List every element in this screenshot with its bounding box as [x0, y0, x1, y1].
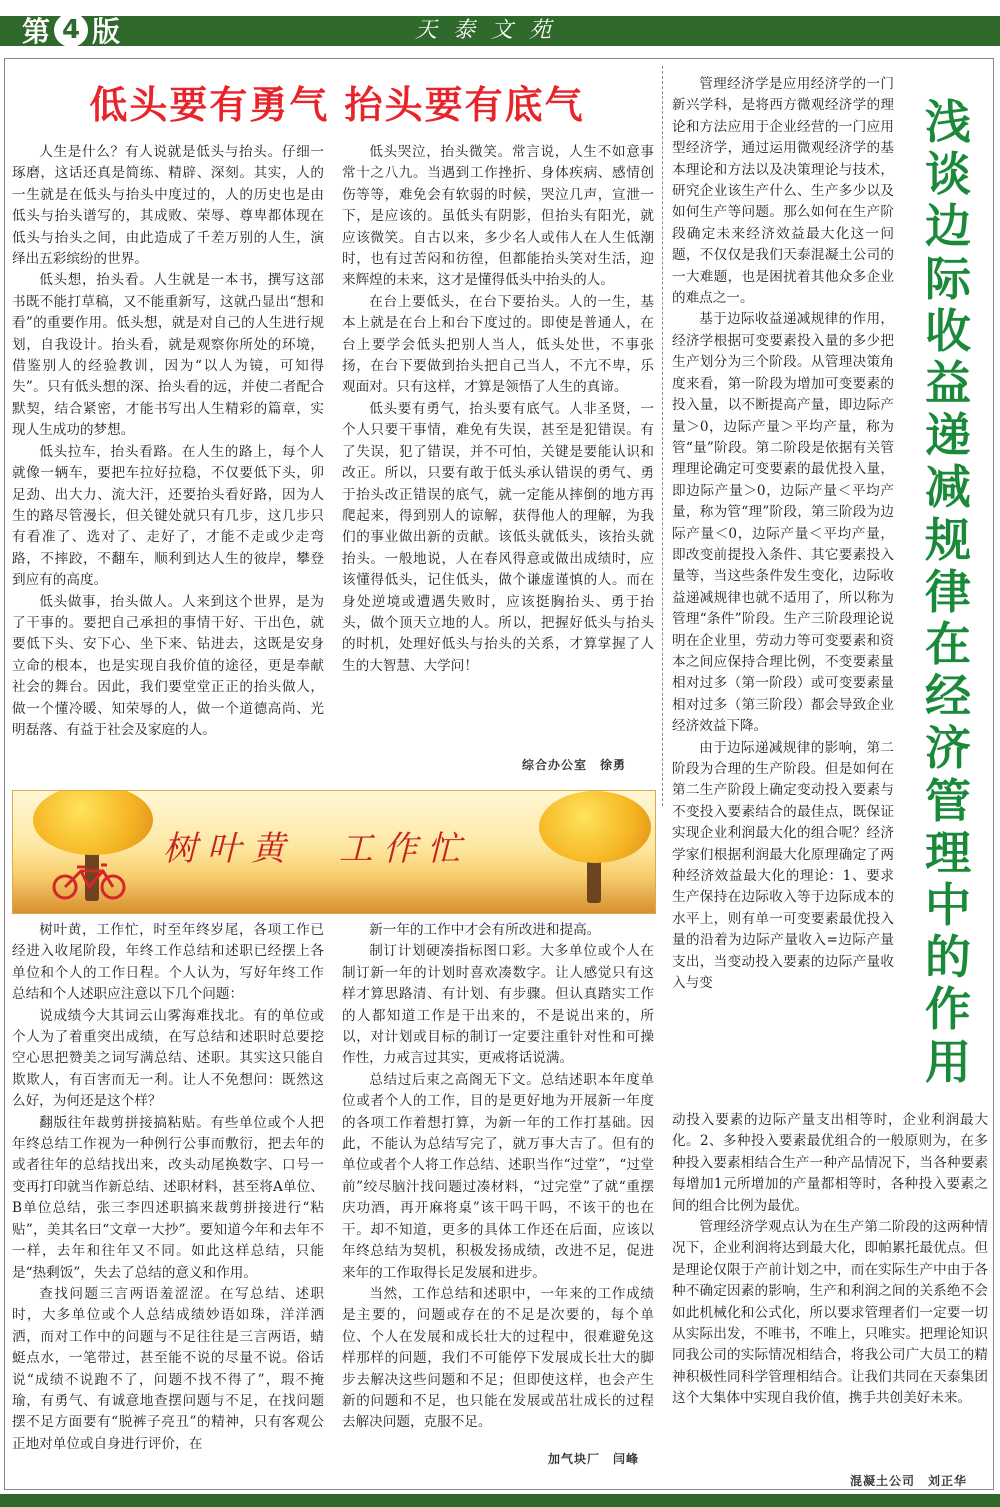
page-number-badge: 4: [54, 13, 88, 47]
paragraph: 总结过后束之高阁无下文。总结述职本年度单位或者个人的工作，目的是更好地为开展新一年度的各项工作着想打算，为新一年的工作打基础。因此，不能认为总结写完了，就万事大吉了。但有的单位或者个人将工作总结、述职当作“过堂”，“过堂前”绞尽脑汁找问题过凑材料，“过完堂”了就“重摆庆功酒，再开麻将桌”该干吗干吗，不该干的也在干。却不知道，更多的具体工作还在后面，应该以年终总结为契机，积极发扬成绩，改进不足，促进来年的工作取得长足发展和进步。: [342, 1071, 654, 1281]
page-suffix: 版: [92, 15, 121, 48]
article3-narrow-column: [672, 74, 894, 994]
article2-banner: [12, 790, 656, 914]
paragraph: 低头哭泣，抬头微笑。常言说，人生不如意事常十之八九。当遇到工作挫折、身体疾病、感情创伤等等，难免会有软弱的时候，哭泣几声，宣泄一下，是应该的。虽低头有阴影，但抬头有阳光，就应该微笑。自古以来，多少名人或伟人在人生低潮时，也有过苦闷和彷徨，但都能抬头笑对生活，迎来辉煌的未来，这才是懂得低头中抬头的人。: [342, 144, 654, 289]
paragraph: 制订计划硬凑指标图口彩。大多单位或个人在制订新一年的计划时喜欢凑数字。让人感觉只有这样才算思路清、有计划、有步骤。但认真踏实工作的人都知道工作是干出来的，不是说出来的，所以，对计划或目标的制订一定要注重针对性和可操作性，力戒言过其实，更戒将话说满。: [342, 943, 654, 1067]
article1-column-2: [342, 142, 654, 677]
footer-band: [0, 1494, 1000, 1507]
article2-column-1: [12, 920, 324, 1455]
masthead: [0, 0, 1000, 56]
paragraph: 由于边际递减规律的影响，第二阶段为合理的生产阶段。但是如何在第二生产阶段上确定变动投入要素与不变投入要素结合的最佳点，既保证实现企业利润最大化的组合呢？经济学家们根据利润最大化原理确定了两种经济效益最大化的理论：1、要求生产保持在边际收入等于边际成本的水平上，则有单一可变要素最优投入量的沿着为边际产量收入=边际产量支出，当变动投入要素的边际产量收入与变: [672, 739, 894, 992]
bicycle-icon: [51, 861, 127, 901]
paragraph: 说成绩今大其词云山雾海难找北。有的单位或个人为了着重突出成绩，在写总结和述职时总要挖空心思把赞美之词写满总结、述职。其实这只能自欺欺人，有百害而无一利。让人不免想问：既然这么好，为何还是这个样？: [12, 1007, 324, 1110]
article1-headline: 低头要有勇气 抬头要有底气: [89, 83, 585, 127]
paragraph: 翻版往年裁剪拼接搞粘贴。有些单位或个人把年终总结工作视为一种例行公事而敷衍，把去年的或者往年的总结找出来，改头动尾换数字、口号一变再打印就当作新总结、述职材料，甚至将A单位、B单位总结，张三李四述职搞来裁剪拼接进行“粘贴”，美其名曰“文章一大抄”。要知道今年和去年不一样，去年和往年又不同。如此这样总结，只能是“热剩饭”，失去了总结的意义和作用。: [12, 1114, 324, 1281]
article1-byline: 综合办公室 徐勇: [522, 758, 627, 772]
right-tree-crown: [539, 791, 651, 863]
paragraph: 查找问题三言两语羞涩涩。在写总结、述职时，大多单位或个人总结成绩妙语如珠，洋洋洒洒，而对工作中的问题与不足往往是三言两语，蜻蜓点水，一笔带过，甚至能不说的尽量不说。俗话说“成绩不说跑不了，问题不找不得了”，瑕不掩瑜，有勇气、有诚意地查摆问题与不足，在找问题摆不足方面要有“脱裤子亮丑”的精神，只有客观公正地对单位或自身进行评价，在: [12, 1285, 324, 1452]
paragraph: 在台上要低头，在台下要抬头。人的一生，基本上就是在台上和台下度过的。即使是普通人，在台上要学会低头把别人当人，低头处世，不事张扬，在台下要做到抬头把自己当人，不亢不卑，乐观面对。只有这样，才算是领悟了人生的真谛。: [342, 293, 654, 396]
paragraph: 低头要有勇气，抬头要有底气。人非圣贤，一个人只要干事情，难免有失误，甚至是犯错误。有了失误，犯了错误，并不可怕，关键是要能认识和改正。所以，只要有敢于低头承认错误的勇气、勇于抬头改正错误的底气，就一定能从摔倒的地方再爬起来，得到别人的谅解，获得他人的理解，为我们的事业做出新的贡献。该低头就低头，该抬头就抬头。一般地说，人在春风得意或做出成绩时，应该懂得低头，记住低头，做个谦虚谨慎的人。而在身处逆境或遭遇失败时，应该挺胸抬头、勇于抬头，做个顶天立地的人。所以，把握好低头与抬头的时机，处理好低头与抬头的关系，才算掌握了人生的大智慧、大学问！: [342, 400, 654, 674]
article3-vertical-title: 浅谈边际收益递减规律在经济管理中的作用: [925, 95, 971, 1089]
paragraph: 低头想，抬头看。人生就是一本书，撰写这部书既不能打草稿，又不能重新写，这就凸显出“想和看”的重要作用。低头想，就是对自己的人生进行规划，自我设计。抬头看，就是观察你所处的环境，借鉴别人的经验教训，因为“以人为镜，可知得失”。只有低头想的深、抬头看的远，并使二者配合默契，结合紧密，才能书写出人生精彩的篇章，实现人生成功的梦想。: [12, 272, 324, 439]
article1-column-1: [12, 142, 324, 741]
paragraph: 当然，工作总结和述职中，一年来的工作成绩是主要的，问题或存在的不足是次要的，每个单位、个人在发展和成长壮大的过程中，很难避免这样那样的问题，我们不可能停下发展成长壮大的脚步去解决这些问题和不足；但即使这样，也会产生新的问题和不足，也只能在发展或茁壮成长的过程去解决问题，克服不足。: [342, 1285, 654, 1431]
page-prefix: 第: [22, 15, 51, 48]
banner-title: 树叶黄 工作忙: [163, 829, 471, 869]
article3-wide-column: [672, 1110, 988, 1410]
column-divider: [662, 66, 663, 806]
left-tree-crown: [33, 790, 153, 855]
article2-column-2: [342, 920, 654, 1434]
article2-byline: 加气块厂 闫峰: [548, 1452, 640, 1466]
paragraph: 管理经济学观点认为在生产第二阶段的这两种情况下，企业利润将达到最大化，即帕累托最优点。但是理论仅限于产前计划之中，而在实际生产中由于各种不确定因素的影响，生产和利润之间的关系绝不会如此机械化和公式化，所以要求管理者们一定要一切从实际出发，不唯书，不唯上，只唯实。把理论知识同我公司的实际情况相结合，将我公司广大员工的精神积极性同科学管理相结合。让我们共同在天泰集团这个大集体中实现自我价值，携手共创美好未来。: [672, 1219, 988, 1407]
article3-byline: 混凝土公司 刘正华: [850, 1474, 968, 1488]
paragraph: 基于边际收益递减规律的作用，经济学根据可变要素投入量的多少把生产划分为三个阶段。从管理决策角度来看，第一阶段为增加可变要素的投入量，以不断提高产量，即边际产量＞0，边际产量＞平均产量，称为管“量”阶段。第二阶段是依据有关管理理论确定可变要素的最优投入量，即边际产量＞0，边际产量＜平均产量，称为管“理”阶段，第三阶段为边际产量＜0，边际产量＜平均产量，即改变前提投入条件、其它要素投入量等，当这些条件发生变化，边际收益递减规律也就不适用了，所以称为管理“条件”阶段。生产三阶段理论说明在企业里，劳动力等可变要素和资本之间应保持合理比例，不变要素量相对过多（第一阶段）或可变要素量相对过多（第三阶段）都会导致企业经济效益下降。: [672, 311, 894, 735]
paragraph: 人生是什么？有人说就是低头与抬头。仔细一琢磨，这话还真是简练、精辟、深刻。其实，人的一生就是在低头与抬头中度过的，人的历史也是由低头与抬头谱写的，其成败、荣辱、尊卑都体现在低头与抬头之间，由此造成了千差万别的人生，演绎出五彩缤纷的世界。: [12, 144, 324, 268]
paragraph: 低头拉车，抬头看路。在人生的路上，每个人就像一辆车，要把车拉好拉稳，不仅要低下头，卯足劲、出大力、流大汗，还要抬头看好路，因为人生的路尽管漫长，但关键处就只有几步，这几步只有看准了、选对了、走好了，才能不走或少走弯路，不摔跤，不翻车，顺利到达人生的彼岸，攀登到应有的高度。: [12, 443, 324, 589]
paragraph: 低头做事，抬头做人。人来到这个世界，是为了干事的。要把自己承担的事情干好、干出色，就要低下头、安下心、坐下来、钻进去，这既是安身立命的根本，也是实现自我价值的途径，更是奉献社会的舞台。因此，我们要堂堂正正的抬头做人，做一个懂冷暖、知荣辱的人，做一个道德高尚、光明磊落、有益于社会及家庭的人。: [12, 593, 324, 738]
page-number-label: [22, 10, 120, 50]
paragraph: 树叶黄，工作忙，时至年终岁尾，各项工作已经进入收尾阶段，年终工作总结和述职已经摆上各单位和个人的工作日程。个人认为，写好年终工作总结和个人述职应注意以下几个问题：: [12, 922, 324, 1003]
section-title: 天泰文苑: [415, 18, 568, 43]
paragraph: 新一年的工作中才会有所改进和提高。: [369, 922, 601, 938]
paragraph: 管理经济学是应用经济学的一门新兴学科，是将西方微观经济学的理论和方法应用于企业经营的一门应用型经济学，通过运用微观经济学的基本理论和方法以及决策理论与技术，研究企业该生产什么、生产多少以及如何生产等问题。那么如何在生产阶段确定未来经济效益最大化这一问题，不仅仅是我们天泰混凝土公司的一大难题，也是困扰着其他众多企业的难点之一。: [672, 76, 894, 307]
paragraph: 动投入要素的边际产量支出相等时，企业利润最大化。2、多种投入要素最优组合的一般原则为，在多种投入要素相结合生产一种产品情况下，当各种要素每增加1元所增加的产量都相等时，各种投入要素之间的组合比例为最优。: [672, 1112, 988, 1214]
